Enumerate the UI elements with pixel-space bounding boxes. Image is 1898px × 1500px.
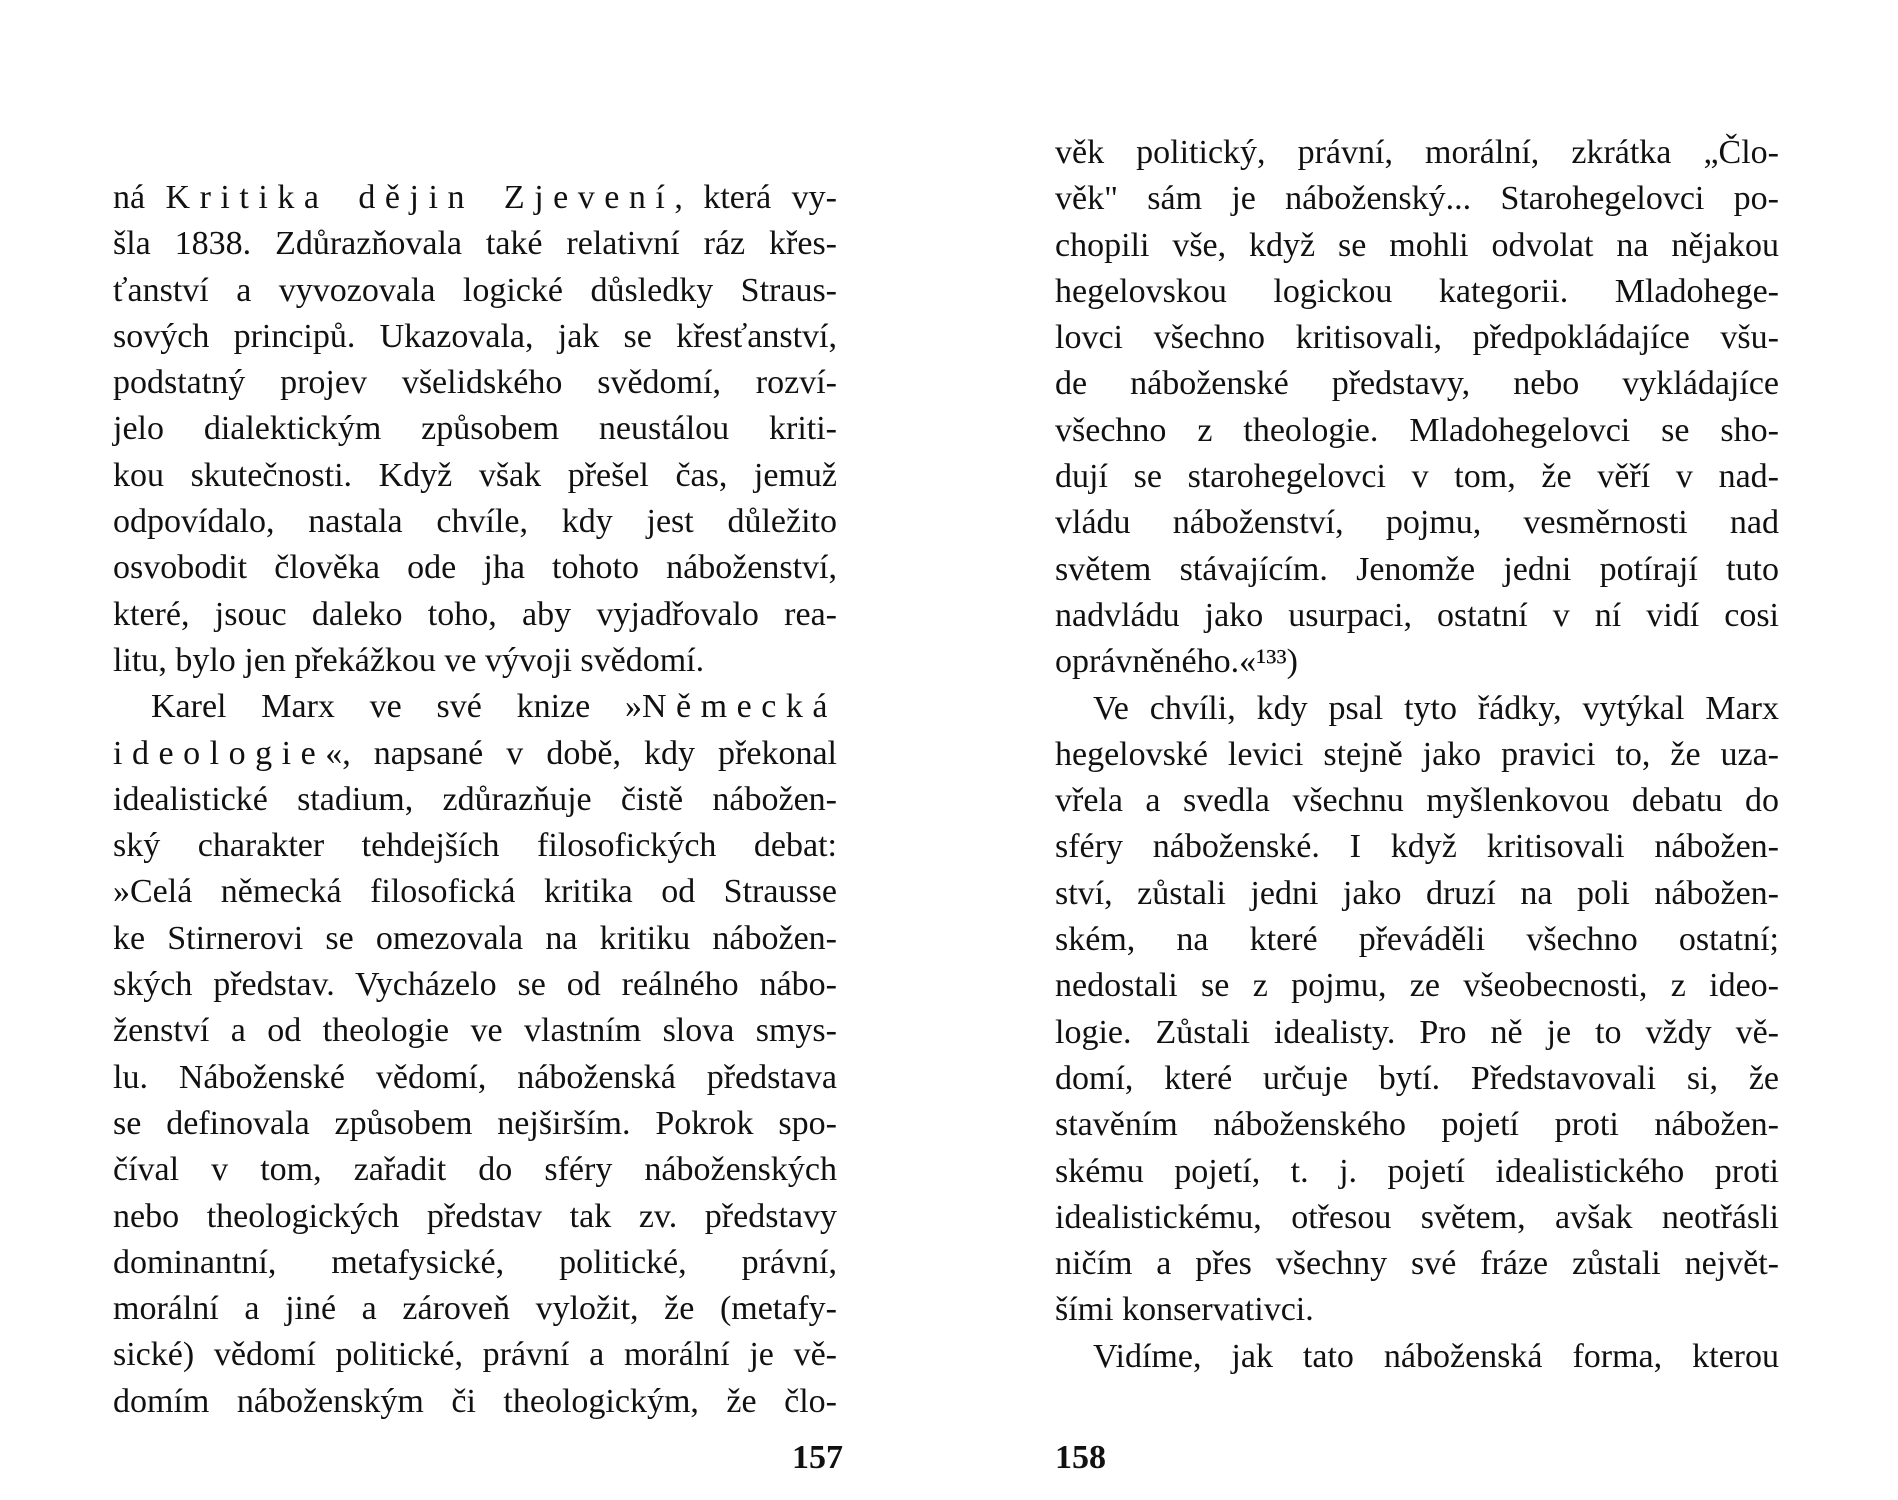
page-number: 157 <box>792 1439 843 1476</box>
text-line: ženství a od theologie ve vlastním slova smys- <box>113 1012 837 1050</box>
text-line: se definovala způsobem nejširším. Pokrok spo- <box>113 1104 837 1142</box>
text-line: sické) vědomí politické, právní a morální je vě- <box>113 1336 837 1374</box>
text-line: jelo dialektickým způsobem neustálou kriti- <box>113 410 837 448</box>
spaced-title: Kritika dějin Zjevení <box>165 179 675 216</box>
spaced-title: Německá <box>641 688 837 726</box>
text-line: ství, zůstali jedni jako druzí na poli nábožen- <box>1055 874 1779 912</box>
text-line: nebo theologických představ tak zv. představy <box>113 1197 837 1235</box>
text-line: de náboženské představy, nebo vykládajíce <box>1055 365 1779 403</box>
text-line: věk politický, právní, morální, zkrátka „Člo- <box>1055 134 1779 171</box>
text-line: domí, které určuje bytí. Představovali si, že <box>1055 1059 1779 1097</box>
text-line: vřela a svedla všechnu myšlenkovou debatu do <box>1055 782 1779 820</box>
text-line: ský charakter tehdejších filosofických debat: <box>113 827 837 865</box>
text-line: sféry náboženské. I když kritisovali nábožen- <box>1055 828 1779 866</box>
text-line: sových principů. Ukazovala, jak se křesťanství, <box>113 317 837 355</box>
text-line: ke Stirnerovi se omezovala na kritiku nábožen- <box>113 919 837 957</box>
left-page-text <box>113 175 837 1425</box>
text-line: které, jsouc daleko toho, aby vyjadřovalo rea- <box>113 595 837 633</box>
text-line: nadvládu jako usurpaci, ostatní v ní vidí cosi <box>1055 596 1779 634</box>
spaced-title: ideologie <box>113 734 326 772</box>
right-page-text <box>1055 130 1779 1380</box>
text-line: litu, bylo jen překážkou ve vývoji svědomí. <box>113 641 705 679</box>
text-line: osvobodit člověka ode jha tohoto náboženství, <box>113 549 837 587</box>
text-line: číval v tom, zařadit do sféry náboženských <box>113 1151 837 1189</box>
text-line: hegelovské levici stejně jako pravici to, že uza- <box>1055 735 1779 773</box>
text-line: ná Kritika dějin Zjevení, která vy- <box>113 179 838 216</box>
text-line: ském, na které převáděli všechno ostatní; <box>1055 921 1779 959</box>
text-line: šími konservativci. <box>1055 1291 1314 1329</box>
text-line: chopili vše, když se mohli odvolat na nějakou <box>1055 226 1779 264</box>
text-line: stavěním náboženského pojetí proti nábožen- <box>1055 1106 1779 1144</box>
text-line: kou skutečnosti. Když však přešel čas, jemuž <box>113 456 837 494</box>
text-line: Vidíme, jak tato náboženská forma, kterou <box>1093 1337 1779 1375</box>
text-line: vládu náboženství, pojmu, vesměrnosti nad <box>1055 504 1779 542</box>
text-line: světem stávajícím. Jenomže jedni potírají tuto <box>1055 550 1779 588</box>
right-page <box>949 0 1898 1500</box>
text-line: šla 1838. Zdůrazňovala také relativní ráz křes- <box>113 225 837 263</box>
text-line: morální a jiné a zároveň vyložit, že (metafy- <box>113 1290 837 1328</box>
text-line: lovci všechno kritisovali, předpokládajíce všu- <box>1055 319 1779 357</box>
text-line: věk" sám je náboženský... Starohegelovci po- <box>1055 180 1779 218</box>
text-line: ničím a přes všechny své fráze zůstali největ- <box>1055 1245 1779 1283</box>
text-line: ských představ. Vycházelo se od reálného nábo- <box>113 966 837 1004</box>
text-line: odpovídalo, nastala chvíle, kdy jest důležito <box>113 503 837 541</box>
text-line: Karel Marx ve své knize »Německá <box>151 688 837 726</box>
text-line: idealistické stadium, zdůrazňuje čistě nábožen- <box>113 780 837 818</box>
text-line: dominantní, metafysické, politické, právní, <box>113 1243 837 1281</box>
text-line: oprávněného.«¹³³) <box>1055 643 1298 681</box>
text-line: ťanství a vyvozovala logické důsledky Straus- <box>113 271 837 309</box>
text-line: »Celá německá filosofická kritika od Strausse <box>113 873 837 911</box>
text-line: domím náboženským či theologickým, že člo- <box>113 1382 837 1420</box>
text-line: ideologie«, napsané v době, kdy překonal <box>113 734 837 772</box>
text-line: hegelovskou logickou kategorii. Mladohege- <box>1055 272 1779 310</box>
text-line: logie. Zůstali idealisty. Pro ně je to vždy vě- <box>1055 1013 1779 1051</box>
text-line: všechno z theologie. Mladohegelovci se sho- <box>1055 411 1779 449</box>
text-line: skému pojetí, t. j. pojetí idealistického proti <box>1055 1152 1779 1190</box>
page-number: 158 <box>1055 1439 1106 1476</box>
text-line: dují se starohegelovci v tom, že věří v nad- <box>1055 458 1779 496</box>
text-line: Ve chvíli, kdy psal tyto řádky, vytýkal Marx <box>1093 689 1779 727</box>
text-line: podstatný projev všelidského svědomí, rozví- <box>113 364 837 402</box>
text-line: lu. Náboženské vědomí, náboženská představa <box>113 1058 837 1096</box>
text-line: nedostali se z pojmu, ze všeobecnosti, z ideo- <box>1055 967 1779 1005</box>
text-line: idealistickému, otřesou světem, avšak neotřásli <box>1055 1198 1779 1236</box>
